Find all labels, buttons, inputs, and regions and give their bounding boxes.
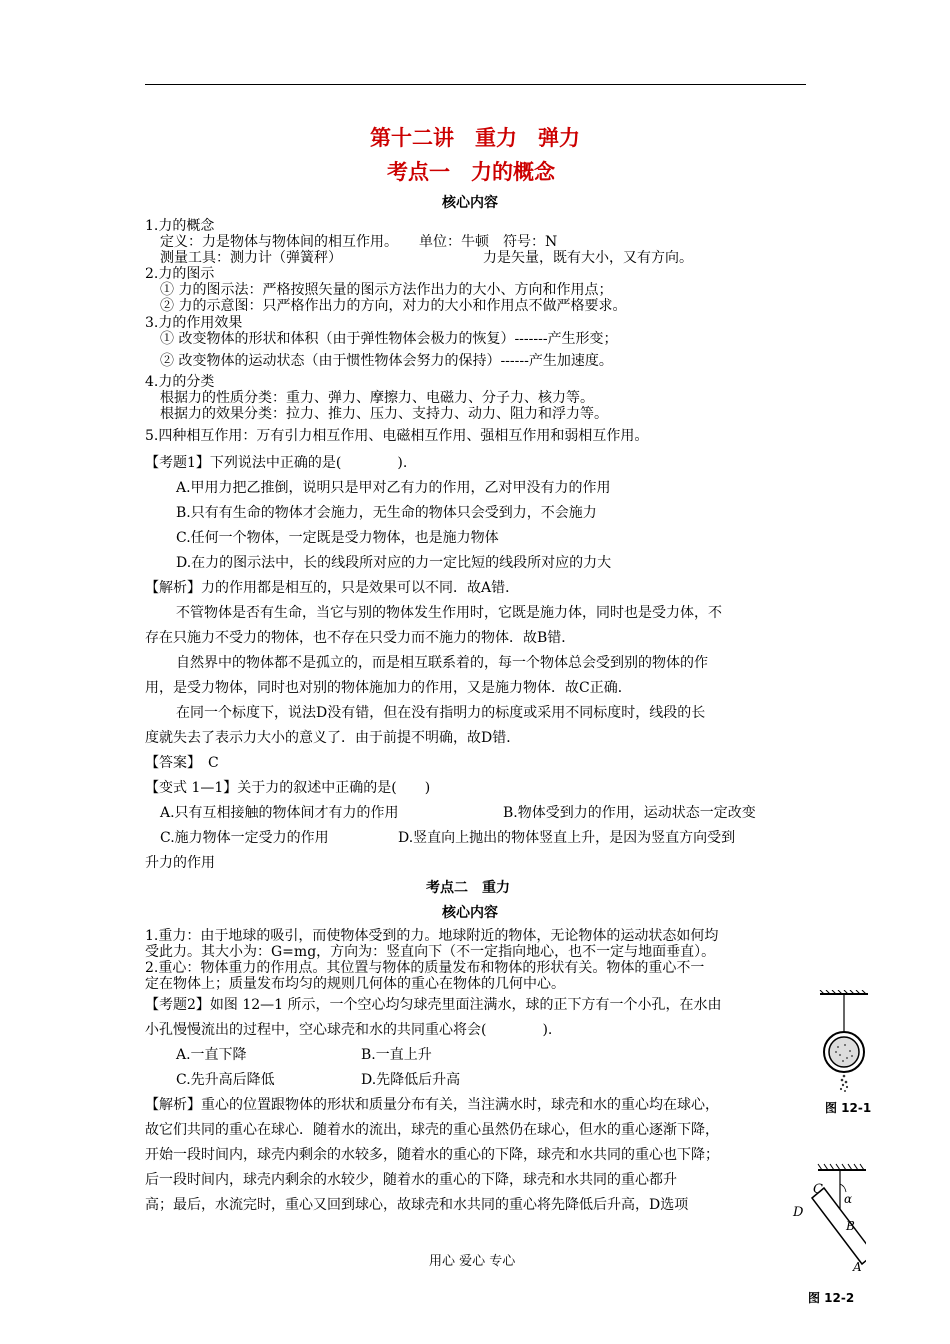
q1-explanation-4a: 在同一个标度下，说法D没有错，但在没有指明力的标度或采用不同标度时，线段的长 [176,705,706,721]
q1-explanation-4b: 度就失去了表示力大小的意义了．由于前提不明确，故D错． [145,730,521,746]
lecture-title: 第十二讲 重力 弹力 [370,126,580,150]
v1-option-a: A.只有互相接触的物体间才有力的作用 [160,805,399,821]
s2-gravity-1: 1.重力：由于地球的吸引，而使物体受到的力。地球附近的物体，无论物体的运动状态如何均 [145,928,719,944]
q1-explanation-3b: 用，是受力物体，同时也对别的物体施加力的作用，又是施力物体．故C正确． [145,680,632,696]
q1-explanation-2a: 不管物体是否有生命，当它与别的物体发生作用时，它既是施力体，同时也是受力体，不 [176,605,722,621]
v1-option-d: D.竖直向上抛出的物体竖直上升，是因为竖直方向受到 [398,830,736,846]
s1-item-4-1: 根据力的性质分类：重力、弹力、摩擦力、电磁力、分子力、核力等。 [160,390,594,406]
label-a: A [853,1260,862,1274]
hanging-sphere-diagram [812,990,876,1096]
s2-gravity-2: 受此力。其大小为：G=mg，方向为：竖直向下（不一定指向地心，也不一定与地面垂直）。 [145,944,716,960]
q1-answer: 【答案】 C [145,755,219,771]
v1-option-b: B.物体受到力的作用，运动状态一定改变 [503,805,756,821]
q2-explanation-4: 后一段时间内，球壳内剩余的水较少，随着水的重心的下降，球壳和水共同的重心都升 [145,1172,677,1188]
q1-stem: 【考题1】下列说法中正确的是( ). [145,455,408,471]
label-b: B [846,1219,855,1233]
q2-option-d: D.先降低后升高 [361,1072,461,1088]
s1-item-2: 2.力的图示 [145,266,215,282]
section-title-1: 考点一 力的概念 [387,160,555,184]
s1-vector-note: 力是矢量，既有大小，又有方向。 [483,250,693,266]
q1-option-b: B.只有有生命的物体才会施力，无生命的物体只会受到力，不会施力 [176,505,597,521]
q1-explanation-3a: 自然界中的物体都不是孤立的，而是相互联系着的，每一个物体总会受到别的物体的作 [176,655,708,671]
s1-item-4-2: 根据力的效果分类：拉力、推力、压力、支持力、动力、阻力和浮力等。 [160,406,608,422]
s2-center-of-gravity-1: 2.重心：物体重力的作用点。其位置与物体的质量发布和物体的形状有关。物体的重心不一 [145,960,705,976]
label-c: C [813,1182,823,1197]
s1-item-3-2: ② 改变物体的运动状态（由于惯性物体会努力的保持）------产生加速度。 [160,353,613,369]
s1-item-2-1: ① 力的图示法：严格按照矢量的图示方法作出力的大小、方向和作用点； [160,282,613,298]
q2-option-b: B.一直上升 [361,1047,432,1063]
s1-item-5: 5.四种相互作用：万有引力相互作用、电磁相互作用、强相互作用和弱相互作用。 [145,428,649,444]
q2-option-c: C.先升高后降低 [176,1072,275,1088]
s1-item-3-1: ① 改变物体的形状和体积（由于弹性物体会极力的恢复）-------产生形变； [160,331,618,347]
section-title-2: 考点二 重力 [426,880,510,896]
figure-12-1 [812,990,876,1096]
q2-explanation-3: 开始一段时间内，球壳内剩余的水较多，随着水的重心的下降，球壳和水共同的重心也下降； [145,1147,719,1163]
s1-item-4: 4.力的分类 [145,374,215,390]
q1-option-d: D.在力的图示法中，长的线段所对应的力一定比短的线段所对应的力大 [176,555,612,571]
q1-explanation-1: 【解析】力的作用都是相互的，只是效果可以不同．故A错． [145,580,520,596]
s1-item-3: 3.力的作用效果 [145,315,243,331]
s1-item-2-2: ② 力的示意图：只严格作出力的方向，对力的大小和作用点不做严格要求。 [160,298,627,314]
figure-12-2-caption: 图 12-2 [808,1291,855,1305]
header-rule [145,84,806,85]
v1-option-c: C.施力物体一定受力的作用 [160,830,329,846]
v1-option-d-cont: 升力的作用 [145,855,215,871]
core-content-heading-1: 核心内容 [442,195,498,211]
q1-explanation-2b: 存在只施力不受力的物体，也不存在只受力而不施力的物体．故B错． [145,630,576,646]
q2-explanation-1: 【解析】重心的位置跟物体的形状和质量分布有关，当注满水时，球壳和水的重心均在球心， [145,1097,719,1113]
q2-stem-2: 小孔慢慢流出的过程中，空心球壳和水的共同重心将会( ). [145,1022,553,1038]
core-content-heading-2: 核心内容 [442,905,498,921]
q1-option-c: C.任何一个物体，一定既是受力物体，也是施力物体 [176,530,499,546]
label-alpha: α [844,1192,853,1206]
s1-item-1: 1.力的概念 [145,218,215,234]
label-d: D [793,1205,804,1220]
figure-12-2 [790,1162,866,1282]
q2-explanation-2: 故它们共同的重心在球心．随着水的流出，球壳的重心虽然仍在球心，但水的重心逐渐下降， [145,1122,719,1138]
figure-12-1-caption: 图 12-1 [825,1101,872,1115]
s2-center-of-gravity-2: 定在物体上；质量发布均匀的规则几何体的重心在物体的几何中心。 [145,976,565,992]
q2-stem-1: 【考题2】如图 12—1 所示，一个空心均匀球壳里面注满水，球的正下方有一个小孔，在水由 [145,997,722,1013]
q2-explanation-5: 高；最后，水流完时，重心又回到球心，故球壳和水共同的重心将先降低后升高，D选项 [145,1197,689,1213]
s1-measure-tool: 测量工具：测力计（弹簧秤） [160,250,342,266]
q2-option-a: A.一直下降 [176,1047,247,1063]
s1-definition: 定义：力是物体与物体间的相互作用。 单位：牛顿 符号：N [160,234,558,250]
v1-stem: 【变式 1—1】关于力的叙述中正确的是( ) [145,780,431,796]
q1-option-a: A.甲用力把乙推倒，说明只是甲对乙有力的作用，乙对甲没有力的作用 [176,480,611,496]
page-footer: 用心 爱心 专心 [429,1254,516,1269]
